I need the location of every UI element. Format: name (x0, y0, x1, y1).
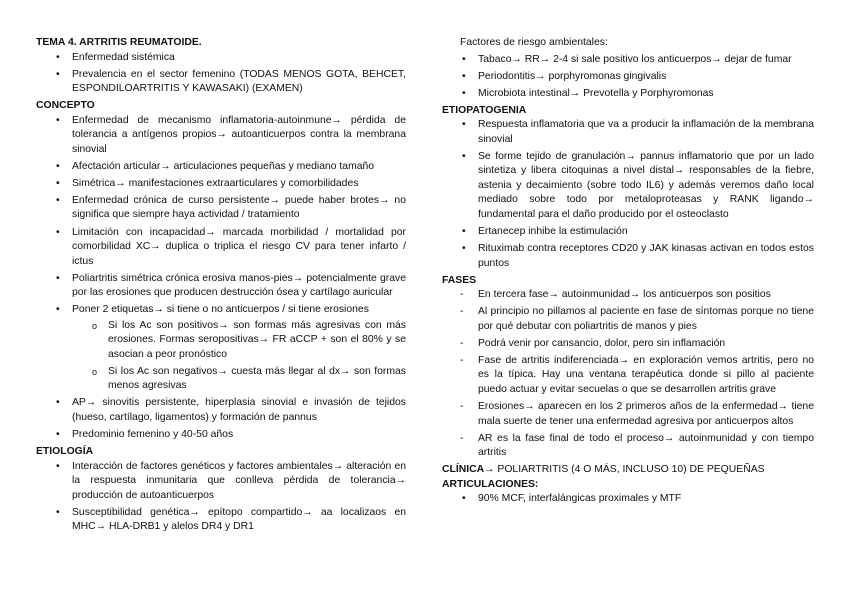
list-item: • 90% MCF, interfalángicas proximales y MTF (442, 492, 814, 507)
list-item: • Se forme tejido de granulación→ pannus inflamatorio que por un lado sintetiza y libera citoquinas a nivel distal→ responsables de la fiebre, astenia y decaimiento (sobre todo IL6) y además veremos daño local mediado sobre todo por metaloproteasas y RANK ligando→ fundamental para el daño producido por el osteoclasto (442, 150, 814, 223)
sublist-item: o Si los Ac son positivos→ son formas más agresivas con más erosiones. Formas seropositivas→ FR aCCP + son el 80% y se asocian a peor pronóstico (72, 319, 406, 363)
factores-label: Factores de riesgo ambientales: (460, 37, 608, 48)
list-item: • Microbiota intestinal→ Prevotella y Porphyromonas (442, 87, 814, 102)
list-item-with-sublist (36, 303, 406, 394)
etiologia-list (36, 460, 406, 535)
list-item: • Enfermedad crónica de curso persistente→ puede haber brotes→ no significa que siempre haya actividad / tratamiento (36, 194, 406, 223)
intro-list (36, 51, 406, 97)
fases-list (442, 288, 814, 460)
section-heading-etiopatogenia: ETIOPATOGENIA (442, 104, 527, 116)
list-item: • Limitación con incapacidad→ marcada morbilidad / mortalidad por comorbilidad XC→ duplica o triplica el riesgo CV para tener infarto / ictus (36, 226, 406, 270)
list-item: • Enfermedad de mecanismo inflamatoria-autoinmune→ pérdida de tolerancia a antígenos propios→ autoanticuerpos contra la membrana sinovial (36, 114, 406, 158)
sublist-item: o Si los Ac son negativos→ cuesta más llegar al dx→ son formas menos agresivas (72, 365, 406, 394)
sublist (72, 319, 406, 394)
factores-list (442, 53, 814, 102)
list-item-text: Poner 2 etiquetas→ si tiene o no anticuerpos / si tiene erosiones (72, 304, 369, 316)
list-item: • Simétrica→ manifestaciones extraarticulares y comorbilidades (36, 177, 406, 192)
clinica-text: POLIARTRITIS (4 O MÁS, INCLUSO 10) DE PEQUEÑAS (494, 464, 765, 476)
list-item: - En tercera fase→ autoinmunidad→ los anticuerpos son positios (442, 288, 814, 303)
section-heading-fases: FASES (442, 274, 477, 286)
list-item: • Ertanecep inhibe la estimulación (442, 225, 814, 240)
list-item: • Poliartritis simétrica crónica erosiva manos-pies→ potencialmente grave por las erosiones que producen destrucción ósea y cartílago auricular (36, 272, 406, 301)
section-heading-etiologia: ETIOLOGÍA (36, 446, 94, 458)
left-column (36, 36, 406, 537)
section-heading-concepto: CONCEPTO (36, 100, 95, 112)
clinica-label: CLÍNICA→ (442, 464, 495, 476)
section-heading-articulaciones: ARTICULACIONES: (442, 478, 539, 490)
etiopatogenia-list (442, 118, 814, 271)
document-title: TEMA 4. ARTRITIS REUMATOIDE. (36, 37, 202, 48)
list-item: • Respuesta inflamatoria que va a producir la inflamación de la membrana sinovial (442, 118, 814, 147)
list-item: • Rituximab contra receptores CD20 y JAK kinasas activan en todos estos puntos (442, 242, 814, 271)
list-item: - AR es la fase final de todo el proceso→ autoinmunidad y con tiempo artritis (442, 432, 814, 461)
list-item: - Fase de artritis indiferenciada→ en exploración vemos artritis, pero no es la típica. Hay una ventana terapéutica donde si pillo al paciente puedo actuar y evitar secuelas o que se desarrollen artritis grave (442, 354, 814, 398)
articulaciones-list (442, 492, 814, 507)
list-item: • Interacción de factores genéticos y factores ambientales→ alteración en la respuesta inmunitaria que conlleva pérdida de tolerancia→ producción de autoanticuerpos (36, 460, 406, 504)
list-item: • Susceptibilidad genética→ epítopo compartido→ aa localizaos en MHC→ HLA-DRB1 y alelos DR4 y DR1 (36, 506, 406, 535)
clinica-line (442, 463, 814, 478)
list-item: - Erosiones→ aparecen en los 2 primeros años de la enfermedad→ tiene mala suerte de tener una enfermedad agresiva por anticuerpos altos (442, 400, 814, 429)
list-item: • Predominio femenino y 40-50 años (36, 428, 406, 443)
list-item: • Tabaco→ RR→ 2-4 si sale positivo los anticuerpos→ dejar de fumar (442, 53, 814, 68)
concepto-list (36, 114, 406, 443)
list-item: • Prevalencia en el sector femenino (TODAS MENOS GOTA, BEHCET, ESPONDILOARTRITIS Y KAWASAKI) (EXAMEN) (36, 68, 406, 97)
list-item: - Al principio no pillamos al paciente en fase de síntomas porque no tiene por qué debutar con poliartritis de manos y pies (442, 305, 814, 334)
list-item: • Periodontitis→ porphyromonas gingivalis (442, 70, 814, 85)
right-column (442, 36, 814, 509)
list-item: - Podrá venir por cansancio, dolor, pero sin inflamación (442, 337, 814, 352)
list-item: • Enfermedad sistémica (36, 51, 406, 66)
list-item: • AP→ sinovitis persistente, hiperplasia sinovial e invasión de tejidos (hueso, cartílago, ligamentos) y formación de pannus (36, 396, 406, 425)
list-item: • Afectación articular→ articulaciones pequeñas y mediano tamaño (36, 160, 406, 175)
